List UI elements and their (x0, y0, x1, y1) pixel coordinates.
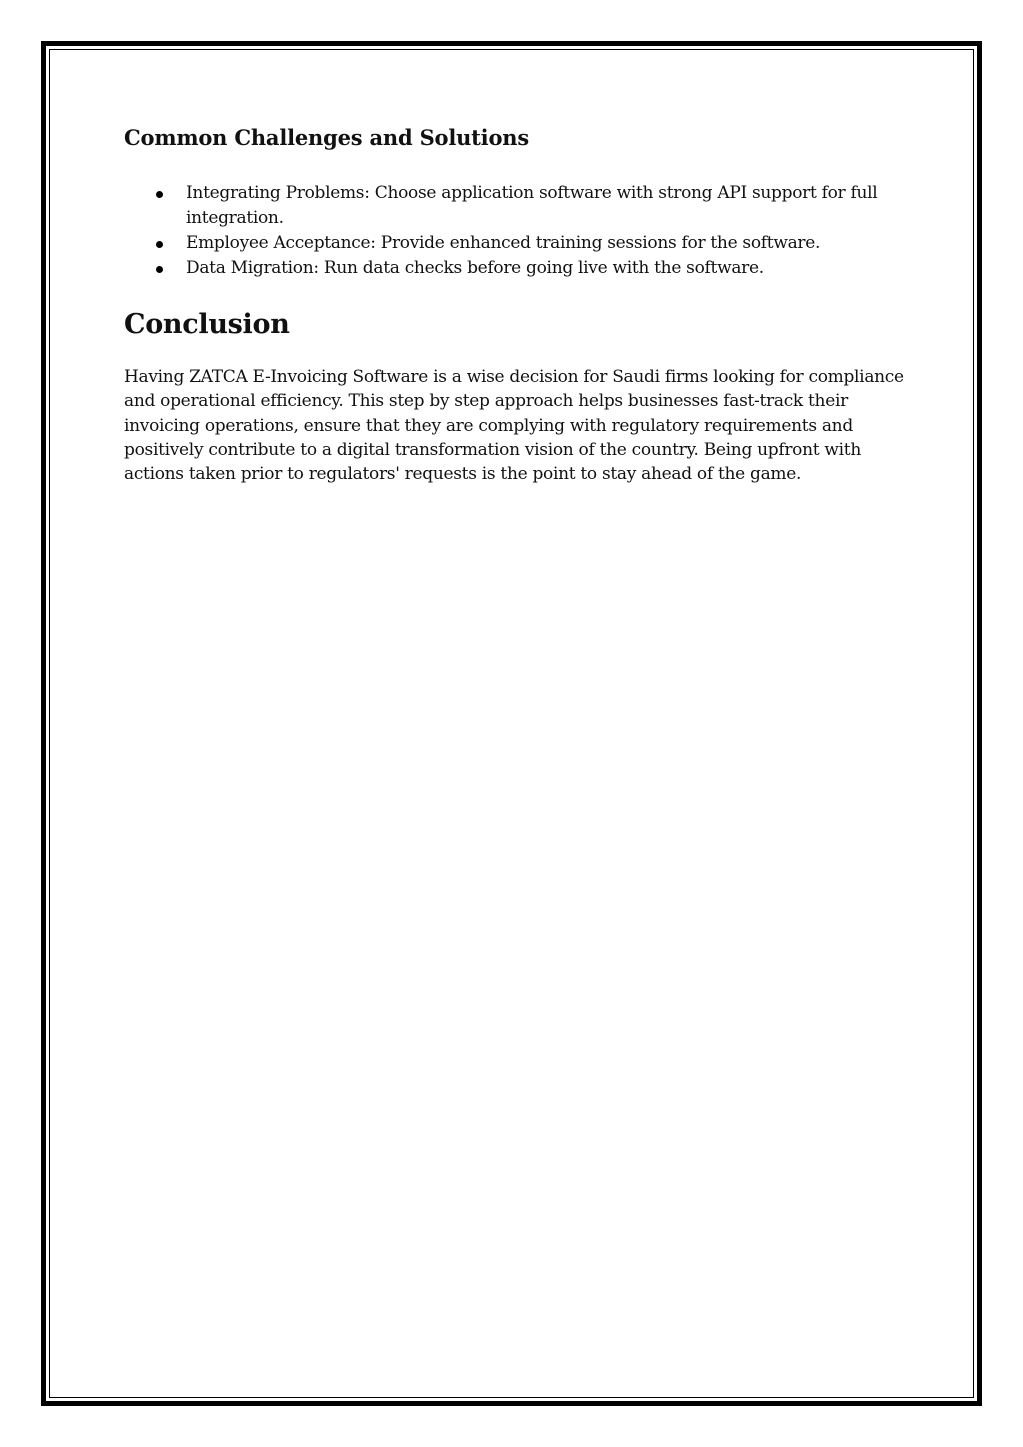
list-item-text: Integrating Problems: Choose application software with strong API support for full integration. (186, 183, 878, 228)
bullet-icon (156, 266, 163, 273)
conclusion-paragraph: Having ZATCA E-Invoicing Software is a wise decision for Saudi firms looking for compliance and operational efficiency. This step by step approach helps businesses fast-track their invoicing operations, ensure that they are complying with regulatory requirements and positively contribute to a digital transformation vision of the country. Being upfront with actions taken prior to regulators' requests is the point to stay ahead of the game. (124, 367, 904, 485)
list-item (186, 231, 914, 256)
list-item (186, 256, 914, 281)
challenges-list (124, 181, 914, 281)
bullet-icon (156, 191, 163, 198)
list-item (186, 181, 914, 231)
challenges-heading: Common Challenges and Solutions (124, 125, 529, 150)
list-item-text: Employee Acceptance: Provide enhanced training sessions for the software. (186, 233, 821, 253)
conclusion-heading: Conclusion (124, 309, 290, 340)
page-content (124, 121, 914, 486)
list-item-text: Data Migration: Run data checks before going live with the software. (186, 258, 764, 278)
bullet-icon (156, 241, 163, 248)
